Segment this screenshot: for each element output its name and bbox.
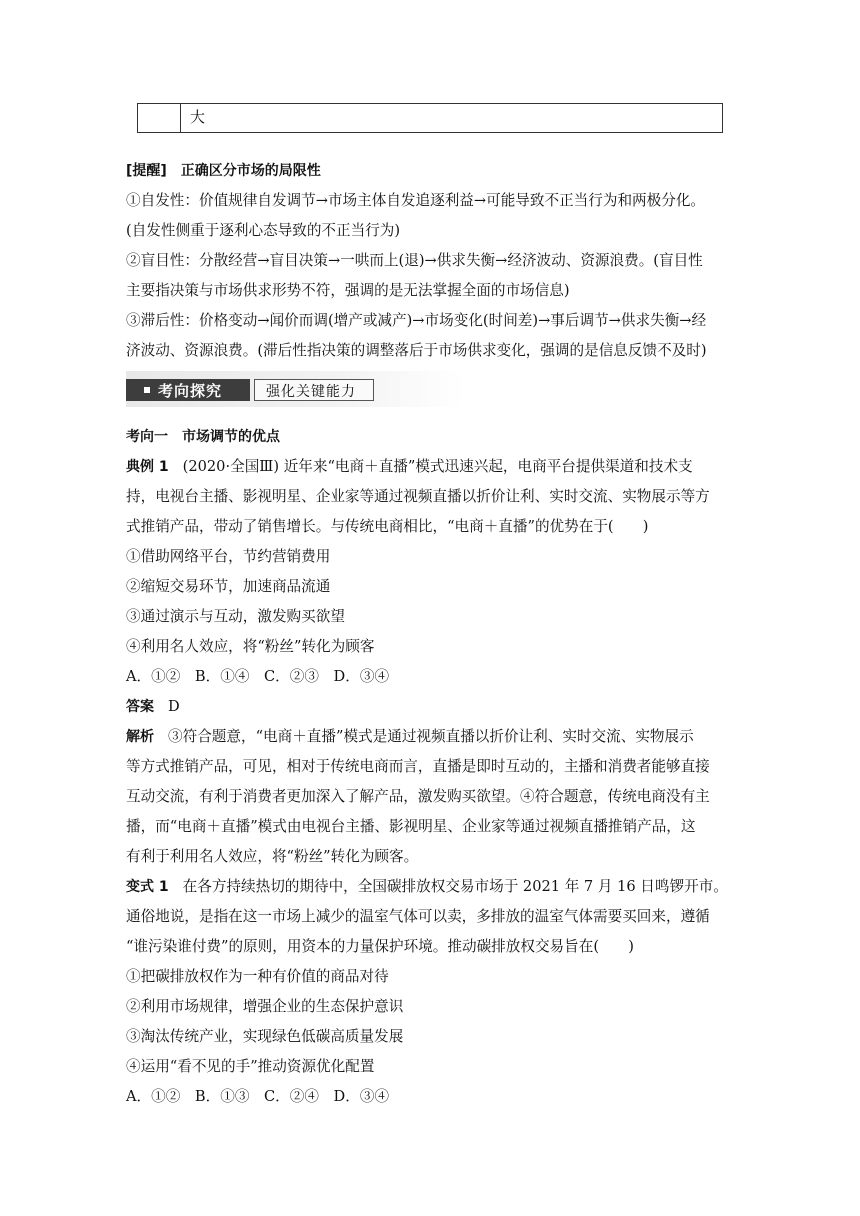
banner-subtitle: 强化关键能力 [266, 384, 356, 400]
reminder-line: (自发性侧重于逐利心态导致的不正当行为) [126, 222, 401, 239]
option-item: ①把碳排放权作为一种有价值的商品对待 [126, 968, 389, 985]
example-line: 典例 1 (2020·全国Ⅲ) 近年来“电商＋直播”模式迅速兴起，电商平台提供渠道和技术支 [126, 458, 693, 475]
option-item: ②利用市场规律，增强企业的生态保护意识 [126, 998, 404, 1015]
analysis-line: 等方式推销产品，可见，相对于传统电商而言，直播是即时互动的，主播和消费者能够直接 [126, 758, 710, 775]
table-left-cell [138, 104, 181, 132]
analysis-line: 互动交流，有利于消费者更加深入了解产品，激发购买欲望。④符合题意，传统电商没有主 [126, 788, 710, 805]
reminder-heading: [提醒] 正确区分市场的局限性 [126, 163, 321, 179]
reminder-line: ①自发性：价值规律自发调节→市场主体自发追逐利益→可能导致不正当行为和两极分化。 [126, 192, 706, 209]
banner-title: 考向探究 [158, 382, 223, 400]
option-item: ④运用“看不见的手”推动资源优化配置 [126, 1058, 375, 1075]
example-line: 式推销产品，带动了销售增长。与传统电商相比，“电商＋直播”的优势在于( ) [126, 518, 649, 535]
variant-line: 通俗地说，是指在这一市场上减少的温室气体可以卖，多排放的温室气体需要买回来，遵循 [126, 908, 710, 925]
option-item: ③淘汰传统产业，实现绿色低碳高质量发展 [126, 1028, 404, 1045]
section-banner [126, 371, 466, 407]
direction-heading: 考向一 市场调节的优点 [126, 429, 280, 445]
variant-line: “谁污染谁付费”的原则，用资本的力量保护环境。推动碳排放权交易旨在( ) [126, 938, 634, 955]
reminder-line: 济波动、资源浪费。(滞后性指决策的调整落后于市场供求变化，强调的是信息反馈不及时) [126, 342, 707, 359]
example-line: 持，电视台主播、影视明星、企业家等通过视频直播以折价让利、实时交流、实物展示等方 [126, 488, 710, 505]
answer-line: 答案 D [126, 698, 180, 715]
option-item: ③通过演示与互动，激发购买欲望 [126, 608, 345, 625]
option-item: ①借助网络平台，节约营销费用 [126, 548, 331, 565]
choices: A．①② B．①④ C．②③ D．③④ [126, 668, 390, 685]
reminder-line: 主要指决策与市场供求形势不符，强调的是无法掌握全面的市场信息) [126, 282, 570, 299]
option-item: ②缩短交易环节，加速商品流通 [126, 578, 331, 595]
analysis-line: 有利于利用名人效应，将“粉丝”转化为顾客。 [126, 848, 419, 865]
analysis-line: 播，而“电商＋直播”模式由电视台主播、影视明星、企业家等通过视频直播推销产品，这 [126, 818, 696, 835]
variant-label: 变式 1 [126, 879, 169, 895]
table-fragment [137, 103, 723, 133]
variant-line: 变式 1 在各方持续热切的期待中，全国碳排放权交易市场于 2021 年 7 月 16 日鸣锣开市。 [126, 878, 728, 895]
reminder-line: ②盲目性：分散经营→盲目决策→一哄而上(退)→供求失衡→经济波动、资源浪费。(盲目性 [126, 252, 703, 269]
table-right-cell: 大 [190, 108, 206, 126]
reminder-line: ③滞后性：价格变动→闻价而调(增产或减产)→市场变化(时间差)→事后调节→供求失衡→经 [126, 312, 707, 329]
analysis-line: 解析 ③符合题意，“电商＋直播”模式是通过视频直播以折价让利、实时交流、实物展示 [126, 728, 694, 745]
choices: A．①② B．①③ C．②④ D．③④ [126, 1088, 390, 1105]
square-bullet-icon [144, 387, 150, 393]
option-item: ④利用名人效应，将“粉丝”转化为顾客 [126, 638, 375, 655]
example-label: 典例 1 [126, 459, 169, 475]
